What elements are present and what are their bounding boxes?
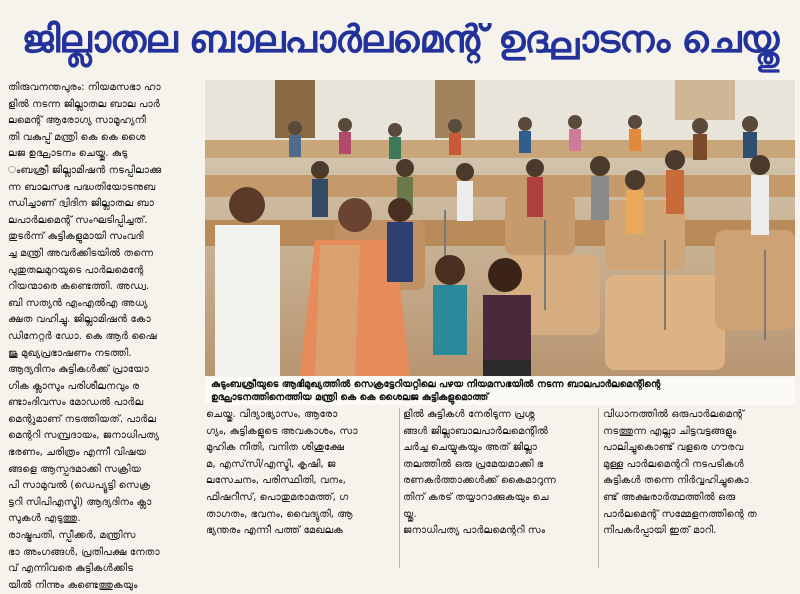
column-divider: [598, 408, 599, 568]
headline: ജില്ലാതല ബാലപാർലമെന്റ് ഉദ്ഘാടനം ചെയ്തു: [21, 16, 779, 61]
article-column-3: വിധാനത്തിൽ ഒരുപാർലമെന്റ് നടത്തുന്ന എല്ലാ ചിട്ടവട്ടങ്ങളും പാലിച്ചുകൊണ്ട് വളരെ ഗൗരവ മുള്ള പാർലമെന്ററി നടപടികൾ കുട്ടികൾ തന്നെ നിർവ്വഹിച്ചുകൊ ണ്ട് അക്ഷരാർത്ഥത്തിൽ ഒരു പാർലമെന്റ് സമ്മേളനത്തിന്റെ ത നിപകർപ്പായി ഇത് മാറി.: [603, 409, 757, 537]
article-column-2: ളിൽ കുട്ടികൾ നേരിടുന്ന പ്രശ്ന ങ്ങൾ ജില്ലാബാലപാർലമെന്റിൽ ചർച്ച ചെയ്യുകയും അത് ജില്ലാ തലത്തിൽ ഒരു പ്രമേയമാക്കി ഭ രണകർത്താക്കൾക്ക് കൈമാറുന്ന തിന് കരട് തയ്യാറാക്കുകയും ചെ യ്തു. ജനാധിപത്യ പാർലമെന്ററി സം: [403, 409, 557, 537]
news-photo: [205, 80, 795, 376]
article-column-1: ചെയ്തു. വിദ്യാഭ്യാസം, ആരോ ഗ്യം, കുട്ടികളുടെ അവകാശം, സാ മൂഹിക നീതി, വനിത ശിശുക്ഷേ മ, എസ്‌സി/എസ്ടി, കൃഷി, ജ ലസേചനം, പരിസ്ഥിതി, വനം, ഫിഷറീസ്, പൊതുമരാമത്ത്, ഗ താഗതം, ഭവനം, വൈദ്യുതി, ആ ഭ്യന്തരം എന്നീ പത്ത് മേഖലക: [206, 409, 358, 537]
column-divider: [399, 408, 400, 568]
photo-caption: കുടുംബശ്രീയുടെ ആഭിമുഖ്യത്തിൽ സെക്രട്ടേറിയറ്റിലെ പഴയ നിയമസഭയിൽ നടന്ന ബാലപാർലമെന്റിന്റെ ഉദ്ഘാടനത്തിനെത്തിയ മന്ത്രി കെ കെ ശൈലജ കുട്ടികളുമൊത്ത്: [205, 377, 795, 405]
article-column-left: തിരുവനന്തപുരം: നിയമസഭാ ഹാ ളിൽ നടന്ന ജില്ലാതല ബാല പാർ ലമെന്റ് ആരോഗ്യ സാമൂഹ്യനീ തി വകുപ്പ് മന്ത്രി കെ കെ ശൈ ലജ ഉദ്ഘാടനം ചെയ്തു. കുടു ംബശ്രീ ജില്ലാമിഷൻ നടപ്പിലാക്കു ന്ന ബാലസഭ പദ്ധതിയോടനുബ ന്ധിച്ചാണ് ദ്വിദിന ജില്ലാതല ബാ ലപാർലമെന്റ് സംഘടിപ്പിച്ചത്. തുടർന്ന് കുട്ടികളുമായി സംവദി ച്ച മന്ത്രി അവർക്കിടയിൽ തന്നെ പുതുതലമുറയുടെ പാർലമെന്റേ റിയന്മാരെ കണ്ടെത്തി. അഡ്വ. ബി സത്യൻ എംഎൽഎ അധ്യ ക്ഷത വഹിച്ചു. ജില്ലാമിഷൻ കോ ഡിനേറ്റർ ഡോ. കെ ആർ ഷൈ ജു മുഖ്യപ്രഭാഷണം നടത്തി. ആദ്യദിനം കുട്ടികൾക്ക് പ്രായോ ഗിക ക്ലാസും പരിശീലനവും ര ണ്ടാംദിവസം മോഡൽ പാർല മെന്റുമാണ് നടത്തിയത്. പാർല മെന്ററി സമ്പ്രദായം, ജനാധിപത്യ ഭരണം, ചരിത്രം എന്നീ വിഷയ ങ്ങളെ ആസ്പദമാക്കി സക്രിയ പി സാമുവൽ (ഡെപ്യൂട്ടി സെക്ര ട്ടറി സിപിഎസ്ടി) ആദ്യദിനം ക്ലാ സുകൾ എടുത്തു. രാഷ്ട്രപതി, സ്പീക്കർ, മന്ത്രിസ ഭാ അംഗങ്ങൾ, പ്രതിപക്ഷ നേതാ വ് എന്നിവരെ കുട്ടികൾക്കിട യിൽ നിന്നും കണ്ടെത്തുകയും: [8, 82, 162, 591]
